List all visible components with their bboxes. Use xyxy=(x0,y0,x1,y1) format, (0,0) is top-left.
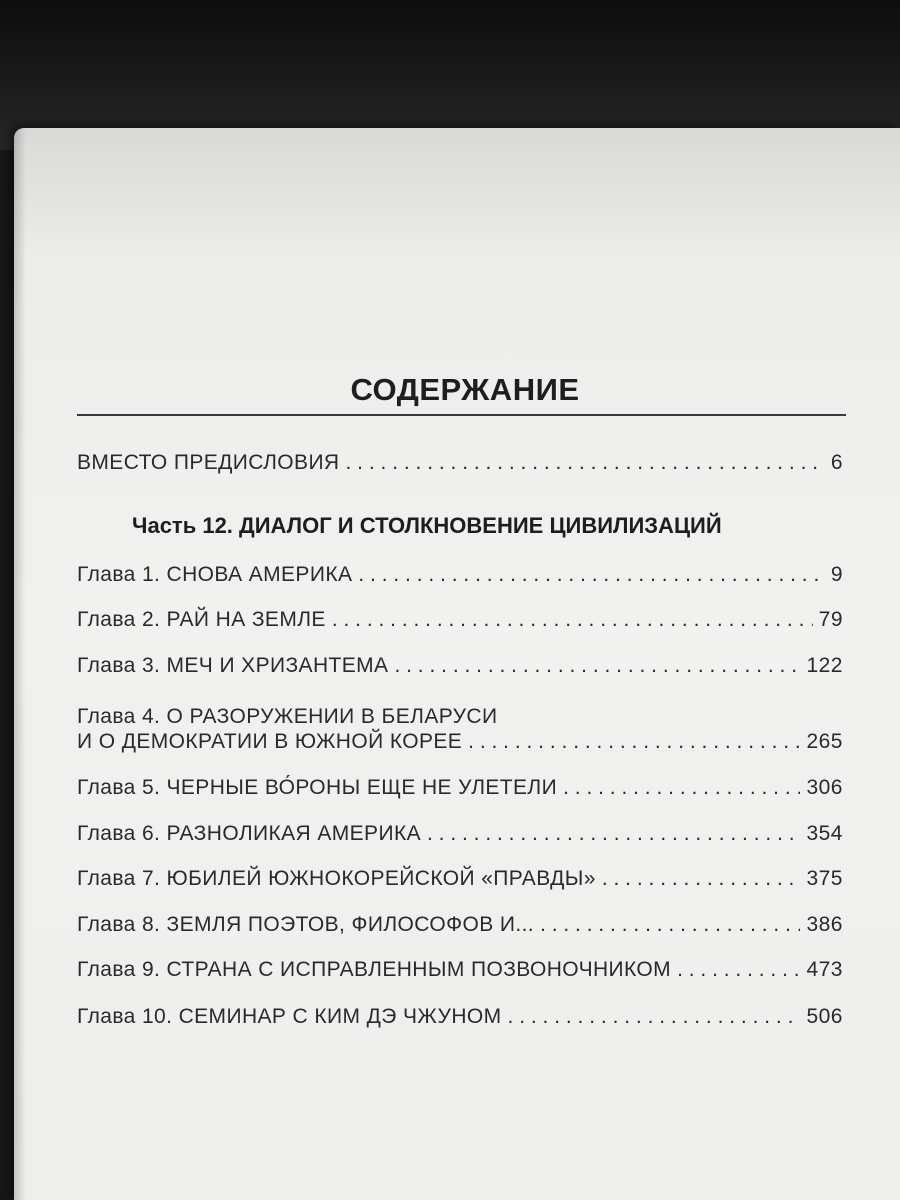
toc-entry-page: 354 xyxy=(806,822,843,845)
dot-leader xyxy=(677,958,800,982)
toc-entry-chapter-9 xyxy=(77,958,843,988)
toc-entry-title: Глава 6. РАЗНОЛИКАЯ АМЕРИКА xyxy=(77,822,421,845)
toc-entry-page: 6 xyxy=(830,451,843,474)
dot-leader xyxy=(540,913,800,937)
toc-entry-title: Глава 7. ЮБИЛЕЙ ЮЖНОКОРЕЙСКОЙ «ПРАВДЫ» xyxy=(77,867,596,890)
toc-entry-preface xyxy=(77,451,843,481)
toc-entry-chapter-4 xyxy=(77,730,843,760)
dot-leader xyxy=(394,654,800,678)
dot-leader xyxy=(508,1005,801,1029)
toc-entry-title: Глава 2. РАЙ НА ЗЕМЛЕ xyxy=(77,608,326,631)
toc-entry-title: Глава 3. МЕЧ И ХРИЗАНТЕМА xyxy=(77,654,389,677)
toc-entry-title: Глава 10. СЕМИНАР С КИМ ДЭ ЧЖУНОМ xyxy=(77,1005,502,1028)
toc-entry-page: 122 xyxy=(806,654,843,677)
dot-leader xyxy=(468,730,800,754)
heading-rule xyxy=(77,414,846,416)
toc-entry-chapter-2 xyxy=(77,608,843,638)
part-title: Часть 12. ДИАЛОГ И СТОЛКНОВЕНИЕ ЦИВИЛИЗАЦИЙ xyxy=(132,513,722,538)
toc-entry-chapter-3 xyxy=(77,654,843,684)
dot-leader xyxy=(332,608,813,632)
toc-entry-chapter-10 xyxy=(77,1005,843,1035)
toc-entry-title: И О ДЕМОКРАТИИ В ЮЖНОЙ КОРЕЕ xyxy=(77,730,463,753)
dot-leader xyxy=(427,822,800,846)
toc-entry-title: Глава 5. ЧЕРНЫЕ ВО́РОНЫ ЕЩЕ НЕ УЛЕТЕЛИ xyxy=(77,776,558,799)
dot-leader xyxy=(602,867,801,891)
toc-entry-chapter-6 xyxy=(77,822,843,852)
toc-entry-chapter-5 xyxy=(77,776,843,806)
toc-entry-page: 386 xyxy=(806,913,843,936)
toc-entry-chapter-4-line-1: Глава 4. О РАЗОРУЖЕНИИ В БЕЛАРУСИ xyxy=(77,705,498,728)
toc-entry-chapter-1 xyxy=(77,563,843,593)
toc-entry-page: 306 xyxy=(806,776,843,799)
toc-entry-page: 506 xyxy=(806,1005,843,1028)
toc-entry-page: 9 xyxy=(830,563,843,586)
toc-entry-title: Глава 8. ЗЕМЛЯ ПОЭТОВ, ФИЛОСОФОВ И... xyxy=(77,913,535,936)
toc-entry-chapter-8 xyxy=(77,913,843,943)
toc-entry-title: Глава 1. СНОВА АМЕРИКА xyxy=(77,563,353,586)
toc-entry-chapter-7 xyxy=(77,867,843,897)
toc-entry-title: Глава 9. СТРАНА С ИСПРАВЛЕННЫМ ПОЗВОНОЧНИКОМ xyxy=(77,958,672,981)
toc-entry-page: 79 xyxy=(818,608,843,631)
dot-leader xyxy=(563,776,800,800)
page-edge-shadow xyxy=(14,128,26,1200)
toc-entry-page: 265 xyxy=(806,730,843,753)
contents-heading: СОДЕРЖАНИЕ xyxy=(350,372,580,407)
dot-leader xyxy=(358,563,824,587)
toc-entry-page: 473 xyxy=(806,958,843,981)
dot-leader xyxy=(346,451,825,475)
toc-entry-title: ВМЕСТО ПРЕДИСЛОВИЯ xyxy=(77,451,340,474)
toc-entry-page: 375 xyxy=(806,867,843,890)
